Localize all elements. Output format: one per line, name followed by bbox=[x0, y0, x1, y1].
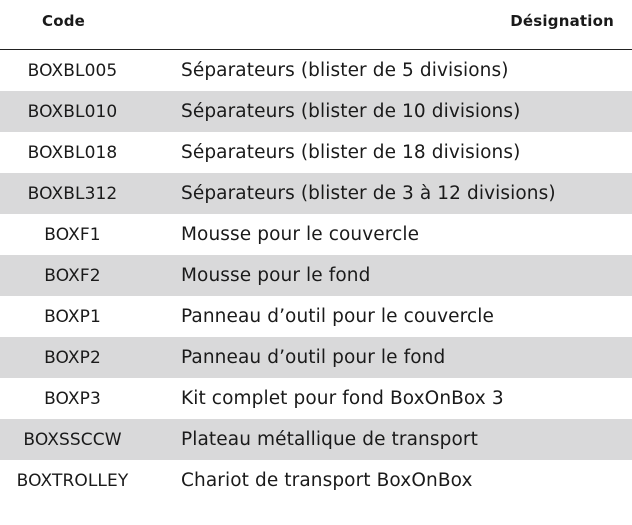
row-code: BOXP2 bbox=[44, 347, 101, 368]
row-designation: Séparateurs (blister de 18 divisions) bbox=[181, 142, 521, 163]
row-designation: Plateau métallique de transport bbox=[181, 429, 478, 450]
row-designation: Chariot de transport BoxOnBox bbox=[181, 470, 473, 491]
header-designation: Désignation bbox=[510, 12, 614, 30]
table-row bbox=[0, 91, 632, 132]
table-row bbox=[0, 214, 632, 255]
row-code: BOXBL010 bbox=[27, 101, 118, 122]
row-designation: Panneau d’outil pour le fond bbox=[181, 347, 446, 368]
table-row bbox=[0, 50, 632, 91]
row-code: BOXP3 bbox=[44, 388, 101, 409]
row-designation: Mousse pour le fond bbox=[181, 265, 371, 286]
row-code: BOXF2 bbox=[44, 265, 101, 286]
table-row bbox=[0, 173, 632, 214]
row-code: BOXBL312 bbox=[27, 183, 118, 204]
table-row bbox=[0, 296, 632, 337]
row-code: BOXF1 bbox=[44, 224, 101, 245]
table-row bbox=[0, 255, 632, 296]
table-row bbox=[0, 419, 632, 460]
table-row bbox=[0, 337, 632, 378]
row-code: BOXSSCCW bbox=[23, 429, 122, 450]
row-designation: Mousse pour le couvercle bbox=[181, 224, 420, 245]
row-code: BOXBL018 bbox=[27, 142, 118, 163]
row-code: BOXTROLLEY bbox=[16, 470, 129, 491]
row-designation: Séparateurs (blister de 10 divisions) bbox=[181, 101, 521, 122]
header-code: Code bbox=[42, 12, 86, 30]
table-row bbox=[0, 378, 632, 419]
row-code: BOXBL005 bbox=[27, 60, 118, 81]
table-row bbox=[0, 460, 632, 501]
row-designation: Séparateurs (blister de 3 à 12 divisions) bbox=[181, 183, 556, 204]
row-code: BOXP1 bbox=[44, 306, 101, 327]
row-designation: Séparateurs (blister de 5 divisions) bbox=[181, 60, 509, 81]
table-row bbox=[0, 132, 632, 173]
table-header bbox=[0, 0, 632, 50]
row-designation: Kit complet pour fond BoxOnBox 3 bbox=[181, 388, 504, 409]
row-designation: Panneau d’outil pour le couvercle bbox=[181, 306, 494, 327]
